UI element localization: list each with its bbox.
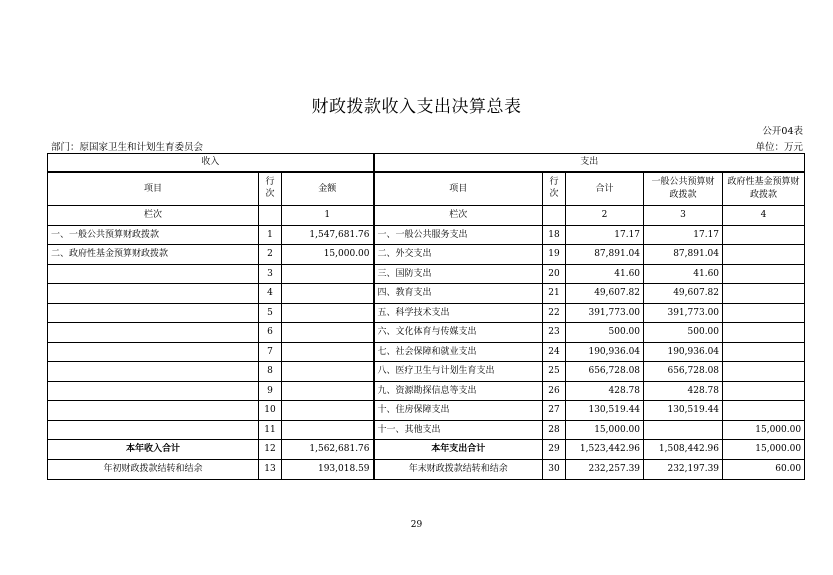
expense-total-cell: 656,728.08: [566, 362, 644, 382]
expense-total-cell: 190,936.04: [566, 342, 644, 362]
expense-item-cell: 七、社会保障和就业支出: [374, 342, 543, 362]
department-label: 部门：原国家卫生和计划生育委员会: [51, 142, 204, 153]
table-row: [48, 303, 805, 323]
col-label-expense: 栏次: [374, 206, 543, 226]
gov-fund-cell: 15,000.00: [723, 420, 805, 440]
income-line-cell: 12: [259, 440, 282, 460]
table-row: [48, 225, 805, 245]
income-line-header: [259, 172, 282, 206]
expense-item-header: 项目: [374, 172, 543, 206]
gov-fund-cell: [723, 303, 805, 323]
table-row: [48, 460, 805, 480]
table-row: [48, 420, 805, 440]
gov-fund-cell: 60.00: [723, 460, 805, 480]
income-item-cell: 年初财政拨款结转和结余: [48, 460, 259, 480]
gov-fund-cell: [723, 264, 805, 284]
income-item-cell: [48, 264, 259, 284]
gov-fund-cell: [723, 342, 805, 362]
table-row: [48, 323, 805, 343]
income-amount-cell: [282, 264, 374, 284]
income-amount-cell: [282, 284, 374, 304]
expense-item-cell: 四、教育支出: [374, 284, 543, 304]
gov-fund-cell: 15,000.00: [723, 440, 805, 460]
col-label-income: 栏次: [48, 206, 259, 226]
income-amount-cell: 1,547,681.76: [282, 225, 374, 245]
expense-line-cell: 24: [543, 342, 566, 362]
expense-total-cell: 87,891.04: [566, 245, 644, 265]
expense-total-header: 合计: [566, 172, 644, 206]
income-item-cell: [48, 401, 259, 421]
general-budget-cell: 428.78: [644, 381, 723, 401]
income-item-cell: [48, 381, 259, 401]
general-budget-cell: [644, 420, 723, 440]
income-line-cell: 10: [259, 401, 282, 421]
gov-fund-cell: [723, 401, 805, 421]
income-item-cell: [48, 303, 259, 323]
income-amount-cell: [282, 362, 374, 382]
income-line-cell: 6: [259, 323, 282, 343]
expense-item-cell: 九、资源勘探信息等支出: [374, 381, 543, 401]
expense-item-cell: 八、医疗卫生与计划生育支出: [374, 362, 543, 382]
income-line-cell: 3: [259, 264, 282, 284]
income-amount-cell: [282, 420, 374, 440]
expense-line-cell: 20: [543, 264, 566, 284]
income-line-cell: 7: [259, 342, 282, 362]
gov-fund-text: 政府性基金预算财政拨款: [727, 177, 800, 200]
income-item-cell: [48, 284, 259, 304]
gov-fund-cell: [723, 381, 805, 401]
general-budget-cell: 41.60: [644, 264, 723, 284]
income-header: 收入: [48, 154, 374, 173]
income-item-cell: [48, 323, 259, 343]
page-title: 财政拨款收入支出决算总表: [311, 97, 522, 117]
header-row-sections: [48, 154, 805, 173]
income-line-cell: 9: [259, 381, 282, 401]
income-line-cell: 1: [259, 225, 282, 245]
expense-total-cell: 232,257.39: [566, 460, 644, 480]
col-index-2: 2: [566, 206, 644, 226]
income-amount-cell: [282, 303, 374, 323]
expense-total-cell: 1,523,442.96: [566, 440, 644, 460]
expense-line-cell: 27: [543, 401, 566, 421]
expense-total-cell: 500.00: [566, 323, 644, 343]
expense-item-cell: 年末财政拨款结转和结余: [374, 460, 543, 480]
income-amount-cell: [282, 381, 374, 401]
table-row: [48, 381, 805, 401]
expense-line-cell: 19: [543, 245, 566, 265]
column-index-row: [48, 206, 805, 226]
col-index-3: 3: [644, 206, 723, 226]
expense-total-cell: 391,773.00: [566, 303, 644, 323]
line-header-text: 行次: [265, 177, 275, 199]
expense-total-cell: 49,607.82: [566, 284, 644, 304]
income-amount-cell: 15,000.00: [282, 245, 374, 265]
income-amount-header: 金额: [282, 172, 374, 206]
expense-header: 支出: [374, 154, 805, 173]
income-line-cell: 4: [259, 284, 282, 304]
expense-line-cell: 30: [543, 460, 566, 480]
expense-item-cell: 本年支出合计: [374, 440, 543, 460]
income-line-cell: 8: [259, 362, 282, 382]
expense-total-cell: 428.78: [566, 381, 644, 401]
income-line-cell: 5: [259, 303, 282, 323]
income-amount-cell: 193,018.59: [282, 460, 374, 480]
expense-line-cell: 22: [543, 303, 566, 323]
expense-total-cell: 130,519.44: [566, 401, 644, 421]
expense-line-cell: 23: [543, 323, 566, 343]
budget-table: [47, 153, 805, 480]
general-budget-cell: 500.00: [644, 323, 723, 343]
gov-fund-cell: [723, 284, 805, 304]
table-row: [48, 245, 805, 265]
income-amount-cell: [282, 401, 374, 421]
header-row-columns: [48, 172, 805, 206]
gov-fund-cell: [723, 245, 805, 265]
table-row: [48, 342, 805, 362]
page-number: 29: [410, 520, 423, 530]
income-item-cell: 二、政府性基金预算财政拨款: [48, 245, 259, 265]
line-header-text: 行次: [549, 177, 559, 199]
expense-item-cell: 十、住房保障支出: [374, 401, 543, 421]
general-budget-cell: 190,936.04: [644, 342, 723, 362]
expense-line-cell: 18: [543, 225, 566, 245]
income-item-cell: [48, 342, 259, 362]
income-item-cell: 本年收入合计: [48, 440, 259, 460]
table-row: [48, 284, 805, 304]
expense-item-cell: 一、一般公共服务支出: [374, 225, 543, 245]
expense-item-cell: 二、外交支出: [374, 245, 543, 265]
income-line-cell: 13: [259, 460, 282, 480]
table-row: [48, 362, 805, 382]
expense-item-cell: 五、科学技术支出: [374, 303, 543, 323]
general-budget-cell: 391,773.00: [644, 303, 723, 323]
gov-fund-cell: [723, 362, 805, 382]
income-item-cell: [48, 420, 259, 440]
table-row: [48, 401, 805, 421]
income-item-cell: 一、一般公共预算财政拨款: [48, 225, 259, 245]
general-budget-header: [644, 172, 723, 206]
expense-total-cell: 41.60: [566, 264, 644, 284]
expense-line-cell: 29: [543, 440, 566, 460]
gov-fund-header: [723, 172, 805, 206]
income-item-header: 项目: [48, 172, 259, 206]
unit-label: 单位：万元: [755, 142, 803, 153]
general-budget-cell: 17.17: [644, 225, 723, 245]
general-budget-cell: 232,197.39: [644, 460, 723, 480]
income-line-cell: 2: [259, 245, 282, 265]
form-number: 公开04表: [762, 126, 803, 137]
expense-line-cell: 21: [543, 284, 566, 304]
general-budget-cell: 656,728.08: [644, 362, 723, 382]
table-row: [48, 264, 805, 284]
general-budget-cell: 1,508,442.96: [644, 440, 723, 460]
col-index-4: 4: [723, 206, 805, 226]
expense-total-cell: 17.17: [566, 225, 644, 245]
income-line-cell: 11: [259, 420, 282, 440]
expense-line-header: [543, 172, 566, 206]
general-budget-cell: 87,891.04: [644, 245, 723, 265]
general-budget-cell: 130,519.44: [644, 401, 723, 421]
general-budget-text: 一般公共预算财政拨款: [651, 177, 715, 200]
expense-total-cell: 15,000.00: [566, 420, 644, 440]
expense-line-cell: 26: [543, 381, 566, 401]
expense-line-cell: 25: [543, 362, 566, 382]
general-budget-cell: 49,607.82: [644, 284, 723, 304]
col-index-1: 1: [282, 206, 374, 226]
col-index-blank: [259, 206, 282, 226]
income-item-cell: [48, 362, 259, 382]
col-index-blank: [543, 206, 566, 226]
expense-item-cell: 六、文化体育与传媒支出: [374, 323, 543, 343]
table-row: [48, 440, 805, 460]
expense-line-cell: 28: [543, 420, 566, 440]
income-amount-cell: 1,562,681.76: [282, 440, 374, 460]
income-amount-cell: [282, 323, 374, 343]
income-amount-cell: [282, 342, 374, 362]
gov-fund-cell: [723, 225, 805, 245]
expense-item-cell: 十一、其他支出: [374, 420, 543, 440]
expense-item-cell: 三、国防支出: [374, 264, 543, 284]
gov-fund-cell: [723, 323, 805, 343]
